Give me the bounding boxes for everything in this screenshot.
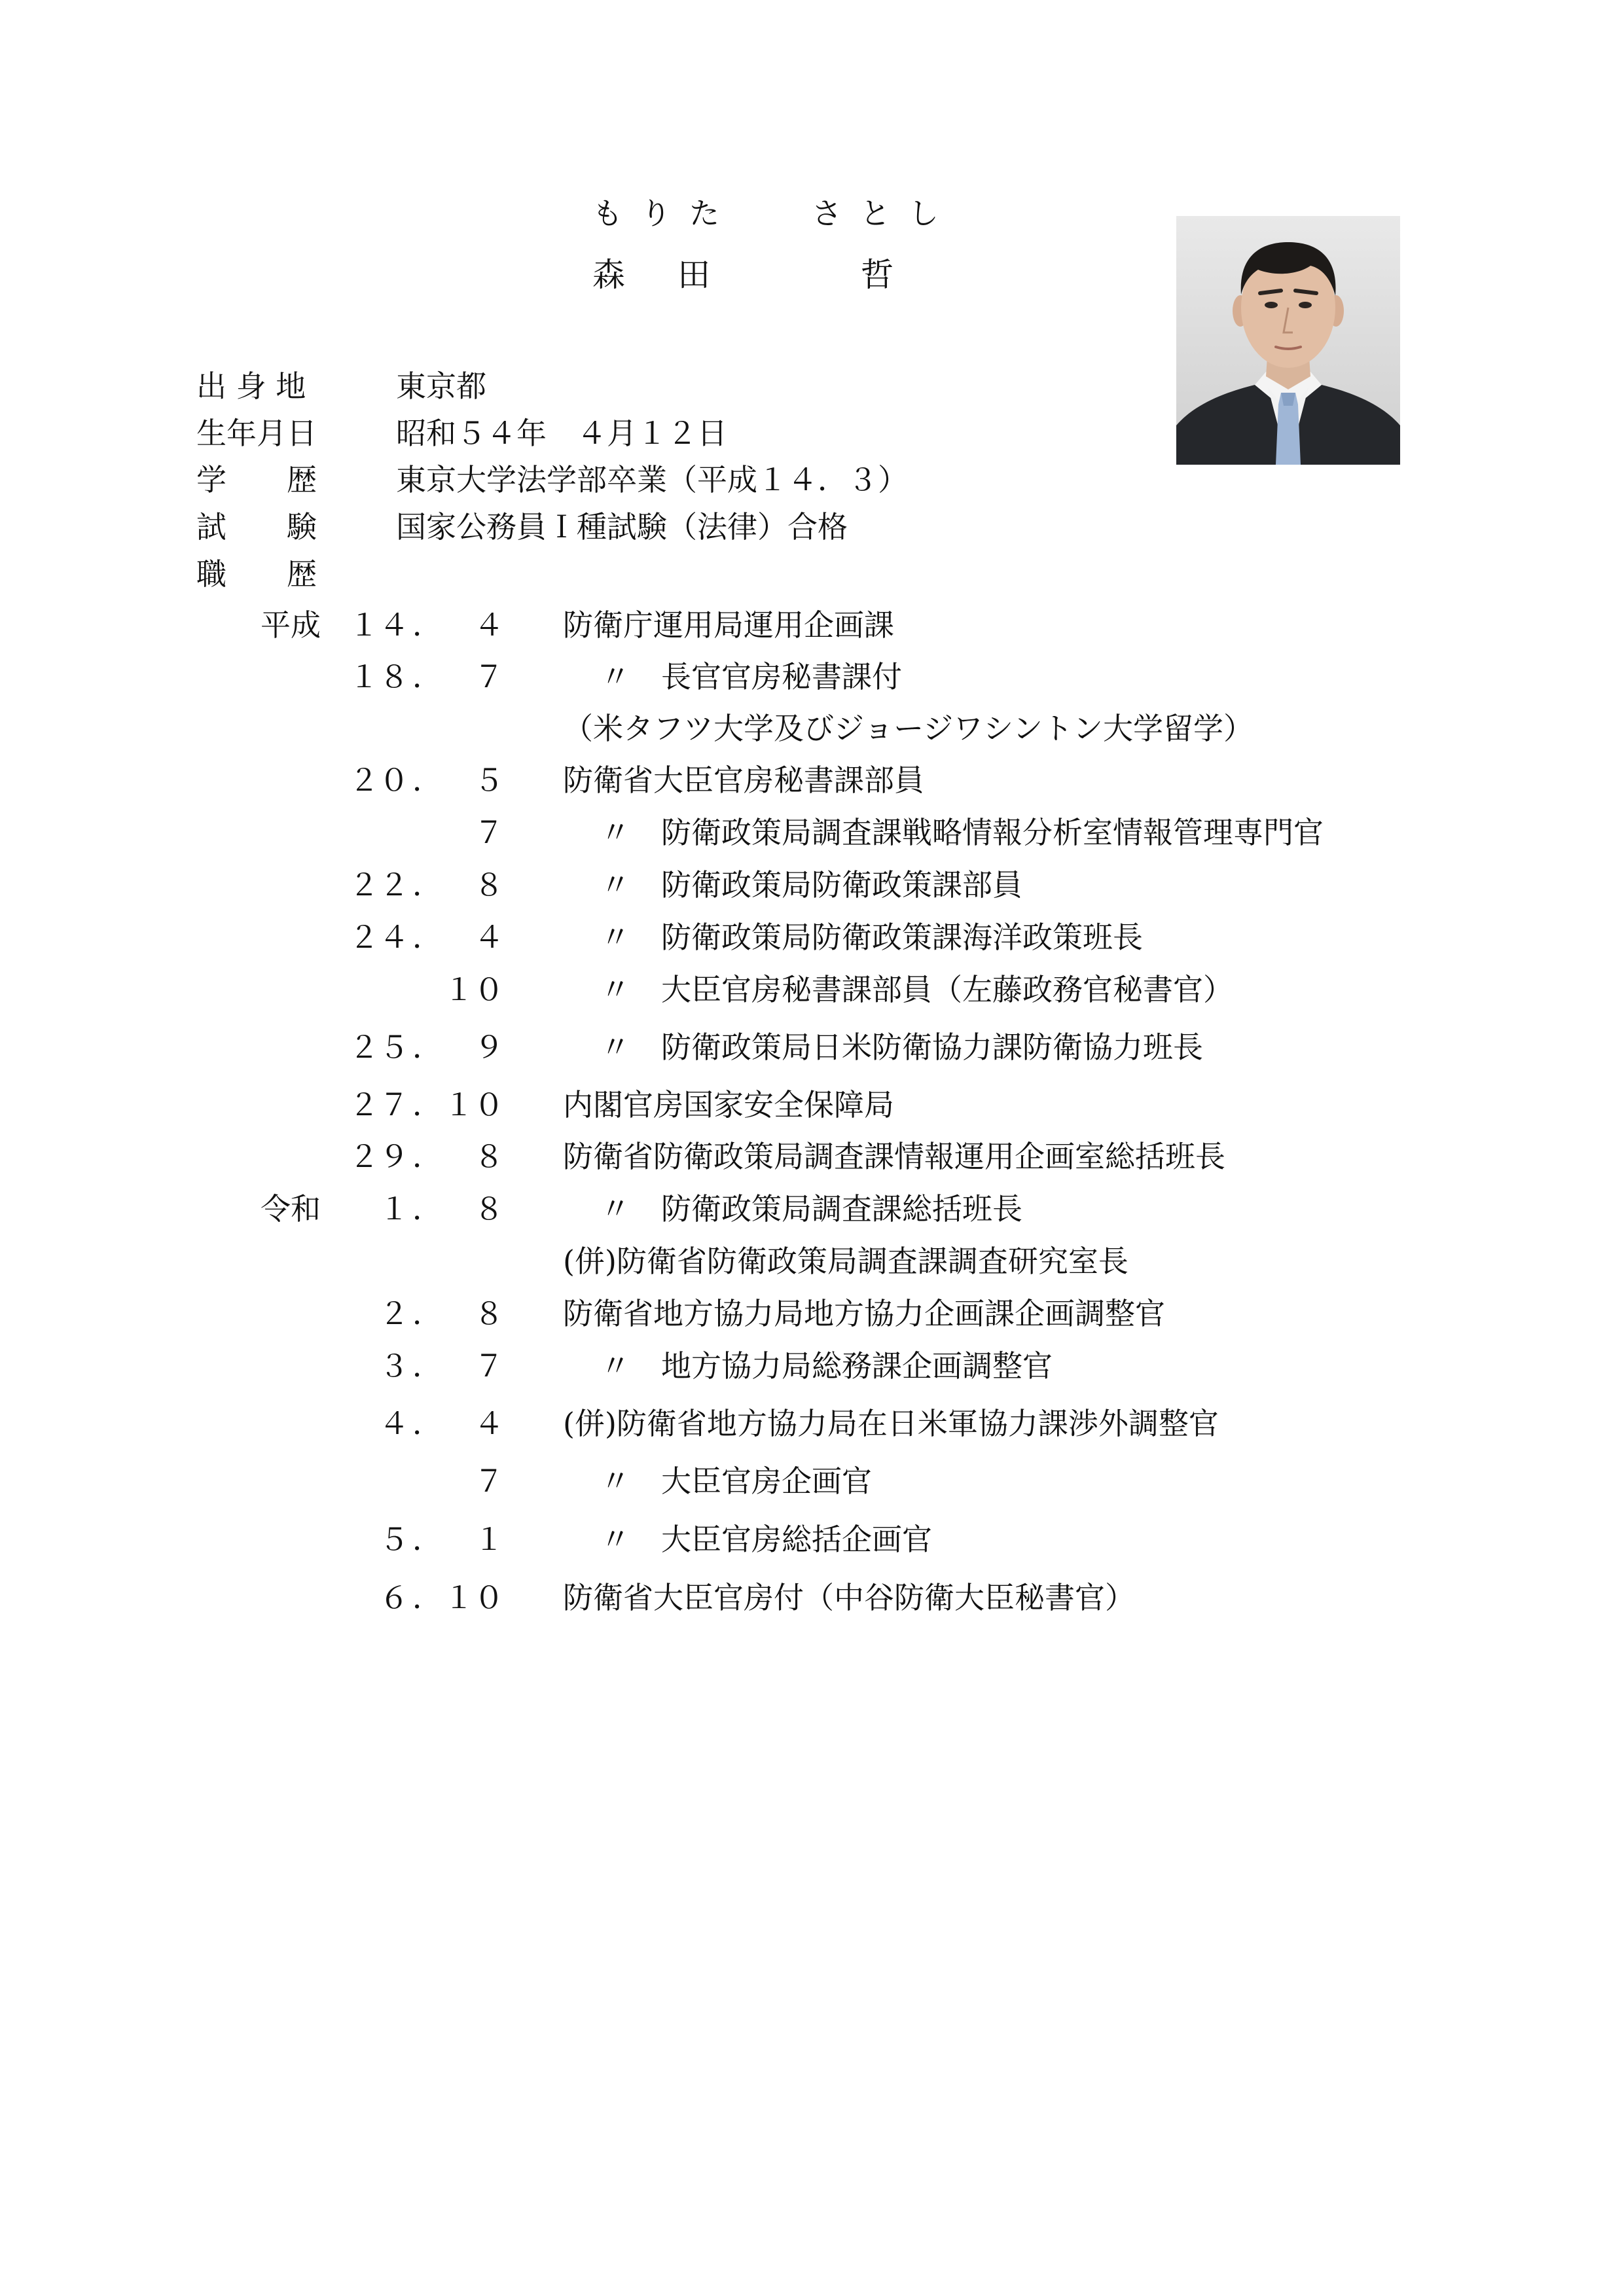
career-year: ２２ [349,867,409,903]
career-position: 防衛政策局防衛政策課海洋政策班長 [661,920,1143,955]
exam-value: 国家公務員Ｉ種試験（法律）合格 [396,509,848,545]
career-month: ８ [474,1139,504,1174]
career-year: ２７ [349,1087,409,1122]
career-position: 防衛政策局調査課総括班長 [661,1191,1022,1227]
career-separator: ． [412,1580,442,1615]
career-position: 大臣官房秘書課部員（左藤政務官秘書官） [661,972,1233,1007]
career-month: １０ [444,1087,504,1122]
career-separator: ． [412,607,442,643]
career-separator: ． [412,1139,442,1174]
career-position: 防衛政策局日米防衛協力課防衛協力班長 [661,1030,1203,1065]
career-ditto-mark: 〃 [600,867,630,903]
career-ditto-mark: 〃 [600,815,630,850]
career-year: ６ [379,1580,409,1615]
career-position: 防衛省地方協力局地方協力企画課企画調整官 [563,1296,1165,1331]
career-separator: ． [412,762,442,798]
career-month: １ [474,1522,504,1557]
career-separator: ． [412,1296,442,1331]
career-month: ４ [474,607,504,643]
career-position: （米タフツ大学及びジョージワシントン大学留学） [563,711,1254,746]
career-month: ４ [474,1406,504,1441]
career-position: 防衛政策局防衛政策課部員 [661,867,1022,903]
career-separator: ． [412,1087,442,1122]
exam-label: 試 験 [196,509,317,545]
birthplace-label: 出 身 地 [196,368,306,404]
career-month: ７ [474,815,504,850]
career-ditto-mark: 〃 [600,659,630,694]
name-kana-given: さとし [812,196,957,231]
career-position: 防衛庁運用局運用企画課 [563,607,894,643]
career-year: ２４ [349,920,409,955]
career-ditto-mark: 〃 [600,920,630,955]
career-month: ７ [474,659,504,694]
career-separator: ． [412,1030,442,1065]
career-month: ８ [474,1191,504,1227]
career-position: (併)防衛省地方協力局在日米軍協力課渉外調整官 [563,1406,1219,1441]
career-position: 内閣官房国家安全保障局 [563,1087,894,1122]
career-year: ２０ [349,762,409,798]
career-month: ５ [474,762,504,798]
career-position: 防衛省防衛政策局調査課情報運用企画室総括班長 [563,1139,1225,1174]
career-month: ７ [474,1463,504,1499]
education-value: 東京大学法学部卒業（平成１４．３） [396,462,908,497]
name-kana-family: もりた [592,196,738,231]
name-kanji-family: 森田 [592,256,763,294]
career-ditto-mark: 〃 [600,1463,630,1499]
career-year: １８ [349,659,409,694]
career-year: ２ [379,1296,409,1331]
career-separator: ． [412,1191,442,1227]
career-ditto-mark: 〃 [600,1348,630,1384]
portrait-photo [1176,216,1400,465]
career-position: 大臣官房企画官 [661,1463,872,1499]
career-position: 長官官房秘書課付 [661,659,902,694]
career-separator: ． [412,867,442,903]
career-month: ８ [474,1296,504,1331]
career-year: ２５ [349,1030,409,1065]
career-ditto-mark: 〃 [600,1030,630,1065]
career-position: 防衛省大臣官房秘書課部員 [563,762,924,798]
career-year: １ [379,1191,409,1227]
career-position: (併)防衛省防衛政策局調査課調査研究室長 [563,1244,1128,1279]
career-month: ７ [474,1348,504,1384]
career-position: 地方協力局総務課企画調整官 [661,1348,1053,1384]
career-separator: ． [412,1406,442,1441]
career-position: 防衛省大臣官房付（中谷防衛大臣秘書官） [563,1580,1135,1615]
career-position: 防衛政策局調査課戦略情報分析室情報管理専門官 [661,815,1324,850]
career-position: 大臣官房総括企画官 [661,1522,932,1557]
education-label: 学 歴 [196,462,317,497]
birthdate-value: 昭和５４年 ４月１２日 [396,416,727,451]
birthplace-value: 東京都 [396,368,486,404]
career-separator: ． [412,1522,442,1557]
career-year: ５ [379,1522,409,1557]
career-month: ８ [474,867,504,903]
career-month: ９ [474,1030,504,1065]
career-year: ２９ [349,1139,409,1174]
career-ditto-mark: 〃 [600,1522,630,1557]
birthdate-label: 生年月日 [196,416,317,451]
career-month: １０ [444,1580,504,1615]
career-month: ４ [474,920,504,955]
career-ditto-mark: 〃 [600,1191,630,1227]
career-year: ３ [379,1348,409,1384]
career-separator: ． [412,920,442,955]
career-separator: ． [412,1348,442,1384]
career-era: 平成 [261,607,321,643]
career-label: 職 歴 [196,556,317,592]
career-era: 令和 [261,1191,321,1227]
career-ditto-mark: 〃 [600,972,630,1007]
career-separator: ． [412,659,442,694]
career-year: １４ [349,607,409,643]
name-kanji-given: 哲 [861,256,893,294]
career-year: ４ [379,1406,409,1441]
career-month: １０ [444,972,504,1007]
